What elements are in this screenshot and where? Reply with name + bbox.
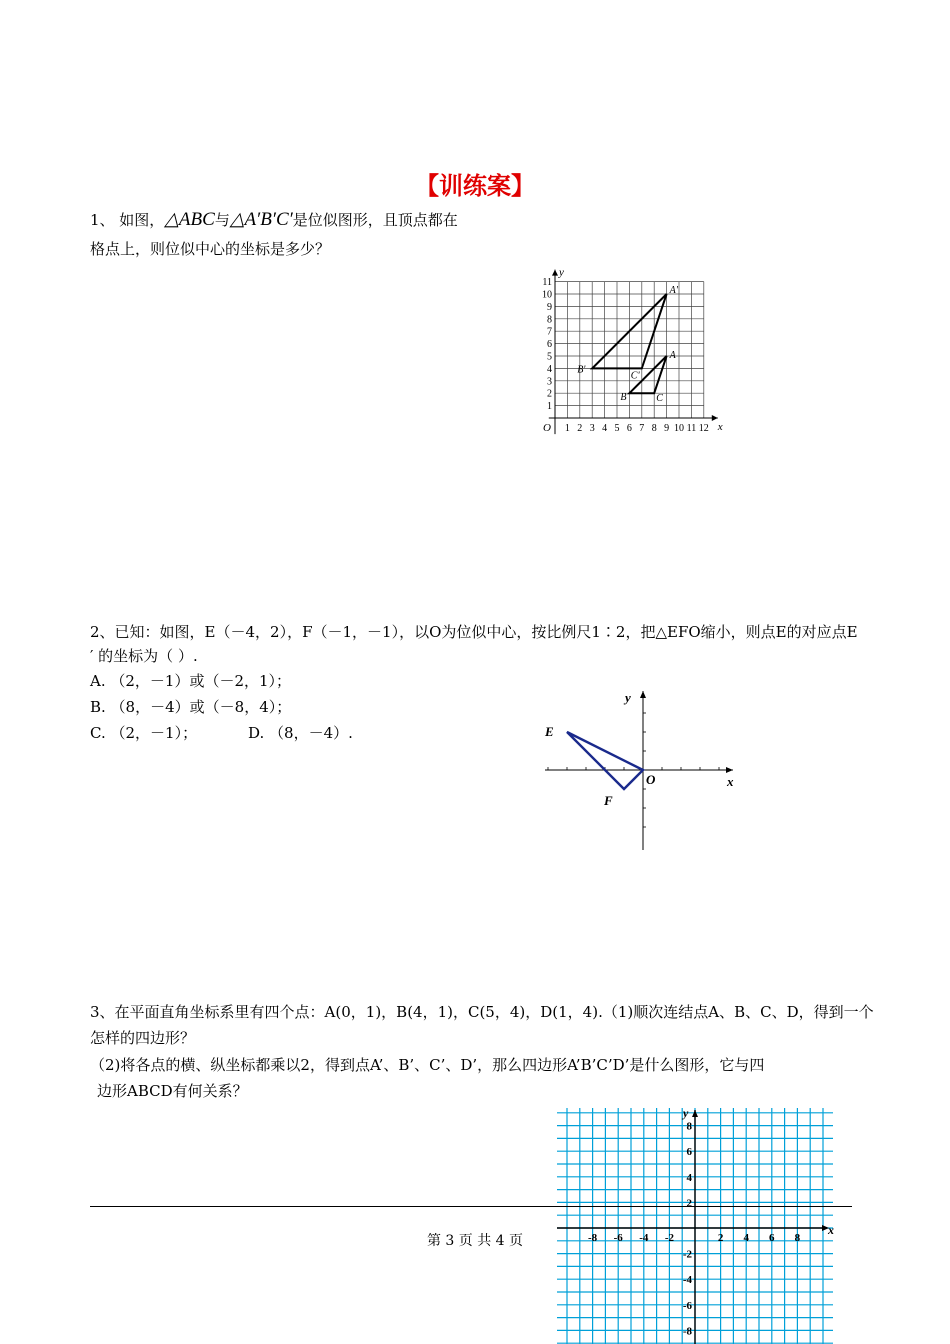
q3-y-tick-label: 2 xyxy=(686,1197,692,1210)
q3-grid-figure xyxy=(555,1108,845,1344)
q1-x-tick-label: 9 xyxy=(664,423,670,434)
q1-x-tick-label: 5 xyxy=(614,423,620,434)
q2-option-b: B. （8，－4）或（－8，4）； xyxy=(90,698,292,716)
q2-figure-body xyxy=(544,690,734,850)
q1-x-axis-label: x xyxy=(717,421,723,433)
q1-labels xyxy=(542,267,723,434)
q2-triangle-efo xyxy=(567,732,643,789)
q1-y-tick-label: 11 xyxy=(542,277,552,289)
q2-label-e: E xyxy=(545,724,554,739)
q1-y-tick-label: 4 xyxy=(547,363,552,375)
q1-y-arrow xyxy=(552,270,558,276)
q1-line2: 格点上，则位似中心的坐标是多少？ xyxy=(90,240,331,258)
q1-y-tick-label: 7 xyxy=(547,326,552,338)
q1-x-tick-label: 7 xyxy=(639,423,645,434)
q1-suffix: 是位似图形，且顶点都在 xyxy=(292,211,458,229)
q3-y-tick-label: -2 xyxy=(682,1248,692,1261)
q3-line1: 3、在平面直角坐标系里有四个点：A(0，1)，B(4，1)，C(5，4)，D(1，4).（1)顺次连结点A、B、C、D，得到一个 xyxy=(90,1003,874,1021)
q2-figure xyxy=(535,685,750,855)
q3-x-tick-label: 8 xyxy=(794,1232,801,1244)
q1-x-tick-label: 12 xyxy=(698,423,709,434)
q2-x-arrow xyxy=(726,767,733,773)
q1-figure xyxy=(520,248,750,448)
q1-x-tick-label: 11 xyxy=(686,423,697,434)
q2-label-f: F xyxy=(604,793,613,808)
q3-line3: （2)将各点的横、纵坐标都乘以2，得到点A’、B’、C’、D’，那么四边形A’B’C’D’是什么图形，它与四 xyxy=(90,1056,765,1074)
q1-x-tick-label: 10 xyxy=(674,423,684,434)
q3-line4: 边形ABCD有何关系？ xyxy=(97,1082,248,1100)
q2-label-o: O xyxy=(646,772,656,787)
q1-y-tick-label: 3 xyxy=(547,376,552,388)
q1-grid xyxy=(555,282,704,418)
page-title: 【训练案】 xyxy=(415,171,535,200)
q1-prefix: 1、 如图， xyxy=(90,211,165,229)
q1-x-tick-label: 8 xyxy=(651,423,657,434)
q2-line2: ′ 的坐标为（ ）. xyxy=(90,647,198,665)
q1-tri2: △A′B′C′ xyxy=(229,209,293,230)
q3-x-tick-label: 6 xyxy=(769,1232,775,1244)
q1-conj: 与 xyxy=(214,211,230,229)
q1-y-tick-label: 9 xyxy=(547,301,552,313)
q3-grid-body xyxy=(557,1108,834,1344)
q3-x-tick-label: -4 xyxy=(639,1232,649,1244)
q1-x-tick-label: 2 xyxy=(577,423,583,434)
q3-x-tick-label: -6 xyxy=(613,1232,623,1244)
q1-label-c: C xyxy=(656,393,663,405)
q3-y-tick-label: 8 xyxy=(686,1120,692,1133)
q1-x-tick-label: 6 xyxy=(626,423,632,434)
q3-y-tick-label: -8 xyxy=(682,1325,692,1338)
q1-label-c1: C' xyxy=(630,370,640,382)
q3-y-tick-label: 4 xyxy=(686,1171,692,1184)
q3-x-tick-label: 2 xyxy=(717,1232,724,1244)
q1-y-tick-label: 2 xyxy=(547,388,552,400)
q1-tri1: △ABC xyxy=(164,209,215,230)
q2-label-x: x xyxy=(727,774,734,789)
q1-y-tick-label: 1 xyxy=(547,401,552,413)
q1-y-tick-label: 8 xyxy=(547,314,552,326)
q2-label-y: y xyxy=(625,690,631,705)
q1-y-tick-label: 6 xyxy=(547,339,552,351)
q3-y-tick-label: -6 xyxy=(682,1299,692,1312)
q1-x-tick-label: 3 xyxy=(589,423,595,434)
q1-y-tick-label: 5 xyxy=(547,351,552,363)
q3-y-axis-label: y xyxy=(683,1108,689,1120)
q3-x-tick-label: -2 xyxy=(664,1232,674,1244)
q1-label-b: B xyxy=(620,392,627,404)
q3-y-tick-label: 6 xyxy=(686,1146,692,1159)
q1-origin-label: O xyxy=(543,422,551,434)
q1-label-a1: A' xyxy=(669,285,678,296)
q3-line2: 怎样的四边形？ xyxy=(90,1029,196,1047)
q1-label-b1: B' xyxy=(577,364,586,376)
q3-x-tick-label: -8 xyxy=(588,1232,598,1244)
q1-label-a: A xyxy=(669,350,676,361)
q1-line1 xyxy=(90,207,458,233)
q2-option-c: C. （2，－1）； xyxy=(90,724,198,742)
q1-y-tick-label: 10 xyxy=(542,289,552,301)
q2-y-arrow xyxy=(640,691,646,698)
page-footer: 第 3 页 共 4 页 xyxy=(426,1233,524,1249)
q1-x-tick-label: 4 xyxy=(602,423,608,434)
q3-y-arrow xyxy=(692,1110,698,1117)
q3-x-axis-label: x xyxy=(828,1223,834,1237)
q2-line1: 2、已知：如图，E（－4，2），F（－1，－1），以O为位似中心，按比例尺1∶2，把△EFO缩小，则点E的对应点E xyxy=(90,623,858,641)
q2-option-a: A. （2，－1）或（－2，1）； xyxy=(90,672,292,690)
q3-y-tick-label: -4 xyxy=(682,1274,692,1287)
q2-option-d: D. （8，－4）. xyxy=(248,724,353,742)
footer-rule xyxy=(90,1206,852,1207)
q3-x-tick-label: 4 xyxy=(743,1232,749,1244)
q1-y-axis-label: y xyxy=(559,266,564,279)
q1-x-tick-label: 1 xyxy=(564,423,570,434)
